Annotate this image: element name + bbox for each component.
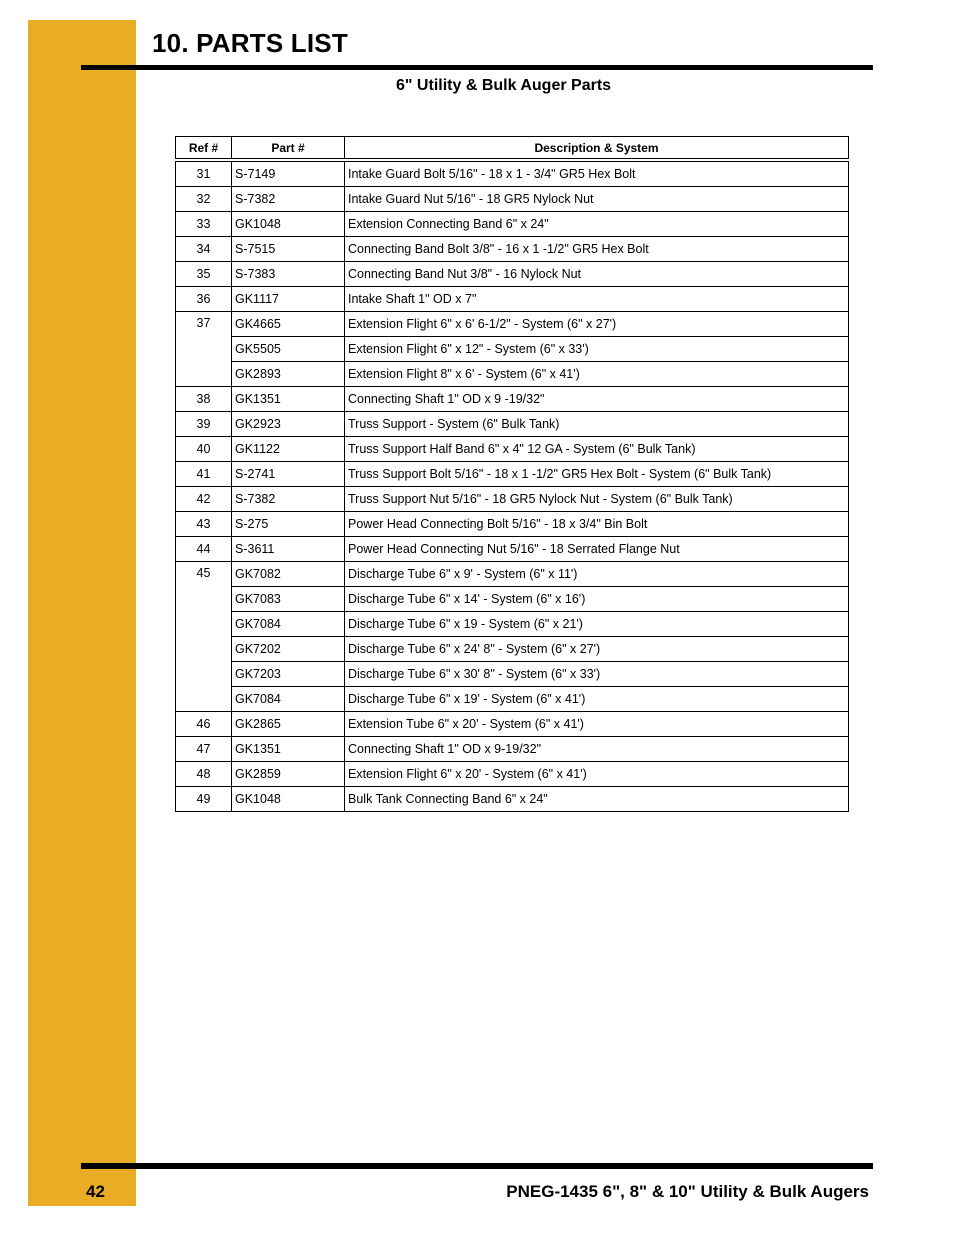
ref-number-cell: 31 bbox=[176, 160, 232, 187]
part-number-cell: GK2859 bbox=[232, 762, 345, 787]
description-cell: Connecting Band Bolt 3/8" - 16 x 1 -1/2" GR5 Hex Bolt bbox=[345, 237, 849, 262]
part-number-cell: GK2923 bbox=[232, 412, 345, 437]
side-color-bar bbox=[28, 20, 136, 1206]
part-number-cell: GK7083 bbox=[232, 587, 345, 612]
table-row bbox=[176, 262, 849, 287]
part-number-cell: GK7084 bbox=[232, 612, 345, 637]
footer-rule bbox=[81, 1163, 873, 1169]
ref-number-cell: 36 bbox=[176, 287, 232, 312]
ref-number-cell: 40 bbox=[176, 437, 232, 462]
table-row bbox=[176, 187, 849, 212]
part-number-cell: GK7082 bbox=[232, 562, 345, 587]
table-row bbox=[176, 687, 849, 712]
description-cell: Discharge Tube 6" x 14' - System (6" x 16') bbox=[345, 587, 849, 612]
table-row bbox=[176, 662, 849, 687]
description-cell: Extension Flight 6" x 12" - System (6" x 33') bbox=[345, 337, 849, 362]
description-cell: Connecting Shaft 1" OD x 9 -19/32" bbox=[345, 387, 849, 412]
ref-number-cell: 48 bbox=[176, 762, 232, 787]
table-row bbox=[176, 612, 849, 637]
description-cell: Bulk Tank Connecting Band 6" x 24" bbox=[345, 787, 849, 812]
description-cell: Intake Guard Bolt 5/16" - 18 x 1 - 3/4" GR5 Hex Bolt bbox=[345, 160, 849, 187]
part-number-cell: S-2741 bbox=[232, 462, 345, 487]
column-header-description: Description & System bbox=[345, 137, 849, 161]
document-title: PNEG-1435 6", 8" & 10" Utility & Bulk Augers bbox=[506, 1182, 869, 1201]
description-cell: Discharge Tube 6" x 19 - System (6" x 21') bbox=[345, 612, 849, 637]
description-cell: Intake Shaft 1" OD x 7" bbox=[345, 287, 849, 312]
description-cell: Extension Connecting Band 6" x 24" bbox=[345, 212, 849, 237]
table-row bbox=[176, 387, 849, 412]
table-body bbox=[176, 160, 849, 812]
table-row bbox=[176, 712, 849, 737]
description-cell: Truss Support Half Band 6" x 4" 12 GA - System (6" Bulk Tank) bbox=[345, 437, 849, 462]
ref-number-cell: 38 bbox=[176, 387, 232, 412]
table-row bbox=[176, 562, 849, 587]
description-cell: Power Head Connecting Bolt 5/16" - 18 x 3/4" Bin Bolt bbox=[345, 512, 849, 537]
table-row bbox=[176, 737, 849, 762]
ref-number-cell: 33 bbox=[176, 212, 232, 237]
description-cell: Discharge Tube 6" x 19' - System (6" x 41') bbox=[345, 687, 849, 712]
part-number-cell: S-7149 bbox=[232, 160, 345, 187]
table-row bbox=[176, 587, 849, 612]
table-title: 6" Utility & Bulk Auger Parts bbox=[396, 77, 612, 94]
table-row bbox=[176, 437, 849, 462]
description-cell: Extension Flight 6" x 6' 6-1/2" - System (6" x 27') bbox=[345, 312, 849, 337]
header-rule bbox=[81, 65, 873, 70]
description-cell: Extension Flight 8" x 6' - System (6" x 41') bbox=[345, 362, 849, 387]
ref-number-cell: 35 bbox=[176, 262, 232, 287]
table-row bbox=[176, 762, 849, 787]
ref-number-cell: 39 bbox=[176, 412, 232, 437]
table-row bbox=[176, 537, 849, 562]
table-row bbox=[176, 512, 849, 537]
description-cell: Connecting Band Nut 3/8" - 16 Nylock Nut bbox=[345, 262, 849, 287]
page-number: 42 bbox=[86, 1182, 105, 1201]
ref-number-cell: 32 bbox=[176, 187, 232, 212]
table-row bbox=[176, 337, 849, 362]
part-number-cell: GK1122 bbox=[232, 437, 345, 462]
table-row bbox=[176, 462, 849, 487]
table-row bbox=[176, 160, 849, 187]
table-row bbox=[176, 287, 849, 312]
table-header-row bbox=[176, 137, 849, 161]
part-number-cell: GK7084 bbox=[232, 687, 345, 712]
part-number-cell: GK1048 bbox=[232, 212, 345, 237]
table-row bbox=[176, 212, 849, 237]
table-row bbox=[176, 637, 849, 662]
ref-number-cell: 42 bbox=[176, 487, 232, 512]
part-number-cell: GK4665 bbox=[232, 312, 345, 337]
part-number-cell: GK1117 bbox=[232, 287, 345, 312]
table-row bbox=[176, 412, 849, 437]
description-cell: Intake Guard Nut 5/16" - 18 GR5 Nylock Nut bbox=[345, 187, 849, 212]
description-cell: Discharge Tube 6" x 9' - System (6" x 11') bbox=[345, 562, 849, 587]
ref-number-cell: 34 bbox=[176, 237, 232, 262]
ref-number-cell: 46 bbox=[176, 712, 232, 737]
ref-number-cell: 44 bbox=[176, 537, 232, 562]
part-number-cell: GK5505 bbox=[232, 337, 345, 362]
part-number-cell: GK7203 bbox=[232, 662, 345, 687]
column-header-ref: Ref # bbox=[176, 137, 232, 161]
part-number-cell: S-7382 bbox=[232, 187, 345, 212]
part-number-cell: GK1048 bbox=[232, 787, 345, 812]
ref-number-cell: 49 bbox=[176, 787, 232, 812]
description-cell: Extension Flight 6" x 20' - System (6" x 41') bbox=[345, 762, 849, 787]
table-row bbox=[176, 312, 849, 337]
part-number-cell: S-7382 bbox=[232, 487, 345, 512]
part-number-cell: S-3611 bbox=[232, 537, 345, 562]
part-number-cell: S-275 bbox=[232, 512, 345, 537]
ref-number-cell: 41 bbox=[176, 462, 232, 487]
part-number-cell: S-7515 bbox=[232, 237, 345, 262]
ref-number-cell: 43 bbox=[176, 512, 232, 537]
description-cell: Truss Support Nut 5/16" - 18 GR5 Nylock Nut - System (6" Bulk Tank) bbox=[345, 487, 849, 512]
section-title: 10. PARTS LIST bbox=[152, 28, 348, 58]
table-row bbox=[176, 787, 849, 812]
table-row bbox=[176, 237, 849, 262]
description-cell: Power Head Connecting Nut 5/16" - 18 Serrated Flange Nut bbox=[345, 537, 849, 562]
description-cell: Discharge Tube 6" x 30' 8" - System (6" x 33') bbox=[345, 662, 849, 687]
description-cell: Connecting Shaft 1" OD x 9-19/32" bbox=[345, 737, 849, 762]
description-cell: Extension Tube 6" x 20' - System (6" x 41') bbox=[345, 712, 849, 737]
part-number-cell: GK2893 bbox=[232, 362, 345, 387]
description-cell: Truss Support Bolt 5/16" - 18 x 1 -1/2" GR5 Hex Bolt - System (6" Bulk Tank) bbox=[345, 462, 849, 487]
ref-number-cell: 47 bbox=[176, 737, 232, 762]
ref-number-cell: 37 bbox=[176, 312, 232, 387]
part-number-cell: GK1351 bbox=[232, 387, 345, 412]
column-header-part: Part # bbox=[232, 137, 345, 161]
part-number-cell: GK2865 bbox=[232, 712, 345, 737]
ref-number-cell: 45 bbox=[176, 562, 232, 712]
description-cell: Discharge Tube 6" x 24' 8" - System (6" x 27') bbox=[345, 637, 849, 662]
part-number-cell: S-7383 bbox=[232, 262, 345, 287]
parts-table bbox=[175, 136, 849, 812]
description-cell: Truss Support - System (6" Bulk Tank) bbox=[345, 412, 849, 437]
part-number-cell: GK1351 bbox=[232, 737, 345, 762]
table-row bbox=[176, 362, 849, 387]
part-number-cell: GK7202 bbox=[232, 637, 345, 662]
table-row bbox=[176, 487, 849, 512]
